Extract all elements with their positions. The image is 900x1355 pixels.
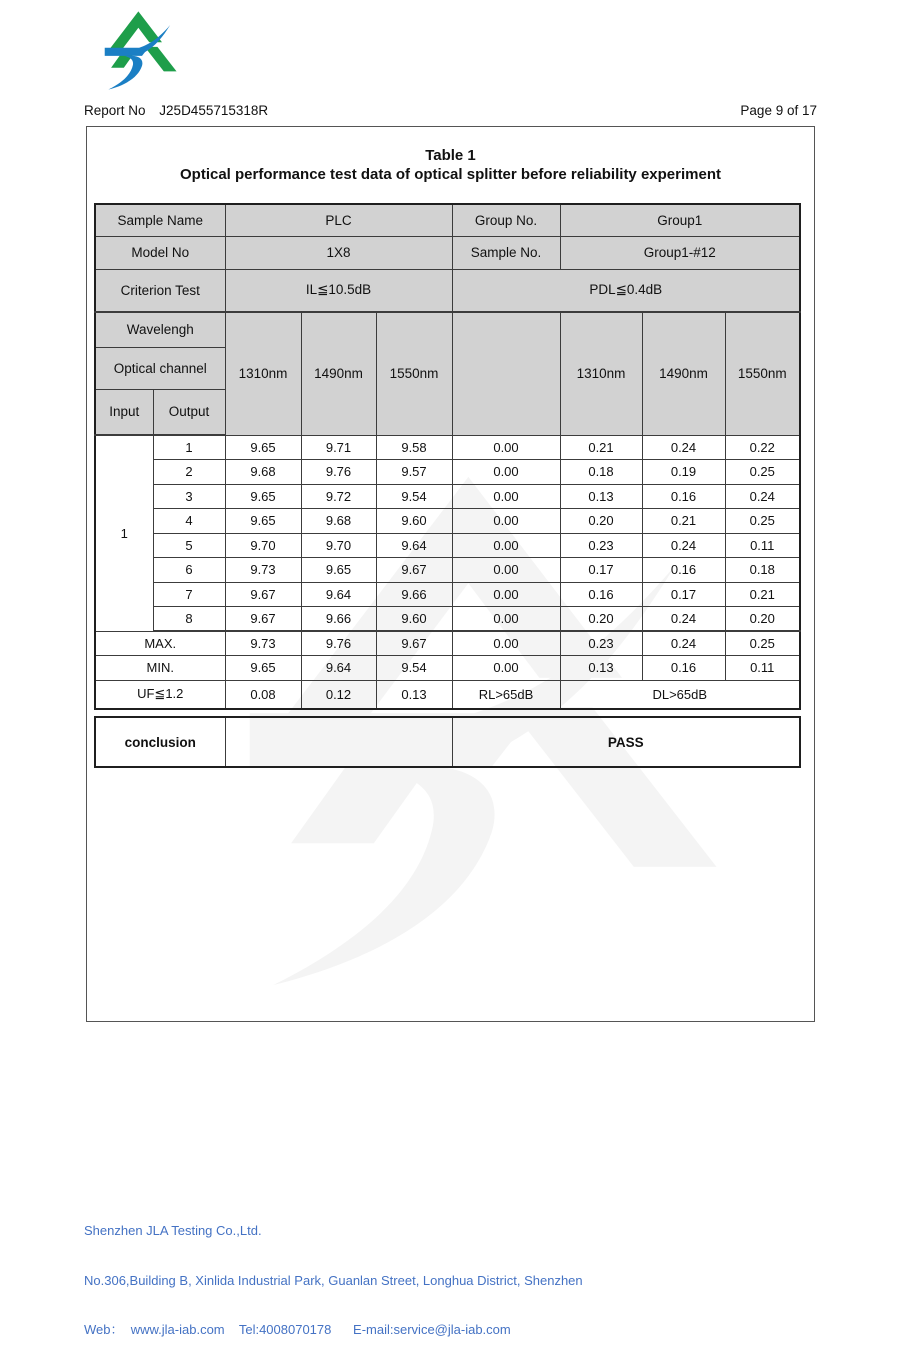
footer-contact: Web： www.jla-iab.com Tel:4008070178 E-mail:service@jla-iab.com (84, 1322, 511, 1337)
report-line (84, 103, 817, 118)
value-cell: 0.21 (642, 509, 725, 534)
report-number (84, 103, 268, 118)
value-cell: 0.12 (301, 680, 376, 709)
sample-no-label-cell: Sample No. (452, 236, 560, 269)
data-row-2 (95, 460, 800, 485)
value-cell: 9.76 (301, 460, 376, 485)
value-cell: 9.66 (376, 582, 452, 607)
value-cell: 0.20 (725, 607, 800, 632)
page-indicator: Page 9 of 17 (740, 103, 817, 118)
blank-header-cell (452, 312, 560, 435)
uf-row (95, 680, 800, 709)
summary-label-cell: MIN. (95, 656, 225, 681)
optical-test-table (94, 203, 801, 710)
sample-name-label-cell: Sample Name (95, 204, 225, 236)
value-cell: 0.24 (725, 484, 800, 509)
table-title: Table 1 (425, 147, 476, 164)
data-row-4 (95, 509, 800, 534)
il-wavelength-1550-cell: 1550nm (376, 312, 452, 435)
value-cell: 0.19 (642, 460, 725, 485)
value-cell: 9.70 (225, 533, 301, 558)
value-cell: 9.64 (301, 582, 376, 607)
criterion-il-cell: IL≦10.5dB (225, 269, 452, 312)
header-row-wavelength (95, 312, 800, 347)
output-channel-cell: 5 (153, 533, 225, 558)
value-cell: 0.13 (560, 656, 642, 681)
il-wavelength-1490-cell: 1490nm (301, 312, 376, 435)
value-cell: 0.16 (642, 656, 725, 681)
output-channel-cell: 2 (153, 460, 225, 485)
jla-logo (92, 6, 192, 94)
sample-name-value-cell: PLC (225, 204, 452, 236)
model-no-value-cell: 1X8 (225, 236, 452, 269)
criterion-label-cell: Criterion Test (95, 269, 225, 312)
value-cell: 0.21 (725, 582, 800, 607)
dl-cell: DL>65dB (560, 680, 800, 709)
value-cell: 9.64 (376, 533, 452, 558)
info-row-model (95, 236, 800, 269)
value-cell: 0.25 (725, 509, 800, 534)
output-channel-cell: 1 (153, 435, 225, 460)
uf-label-cell: UF≦1.2 (95, 680, 225, 709)
value-cell: 9.65 (225, 509, 301, 534)
criterion-pdl-cell: PDL≦0.4dB (452, 269, 800, 312)
value-cell: 0.20 (560, 607, 642, 632)
value-cell: 9.70 (301, 533, 376, 558)
info-row-sample (95, 204, 800, 236)
value-cell: 9.54 (376, 484, 452, 509)
data-row-1 (95, 435, 800, 460)
sample-no-value-cell: Group1-#12 (560, 236, 800, 269)
group-no-value-cell: Group1 (560, 204, 800, 236)
value-cell: 0.23 (560, 631, 642, 656)
data-row-7 (95, 582, 800, 607)
value-cell: 0.22 (725, 435, 800, 460)
value-cell: 0.17 (560, 558, 642, 583)
value-cell: 0.00 (452, 607, 560, 632)
summary-row-max (95, 631, 800, 656)
value-cell: 0.13 (376, 680, 452, 709)
value-cell: 0.17 (642, 582, 725, 607)
value-cell: 9.65 (301, 558, 376, 583)
value-cell: 0.24 (642, 435, 725, 460)
value-cell: 0.00 (452, 435, 560, 460)
value-cell: 0.16 (560, 582, 642, 607)
conclusion-table (94, 716, 801, 768)
document-frame (86, 126, 815, 1022)
input-value-cell: 1 (95, 435, 153, 631)
data-row-6 (95, 558, 800, 583)
optical-channel-label-cell: Optical channel (95, 347, 225, 389)
report-number-value: J25D455715318R (159, 103, 269, 118)
conclusion-row (95, 717, 800, 767)
output-channel-cell: 6 (153, 558, 225, 583)
value-cell: 9.65 (225, 656, 301, 681)
value-cell: 0.25 (725, 460, 800, 485)
report-number-label: Report No (84, 103, 146, 118)
value-cell: 0.18 (560, 460, 642, 485)
value-cell: 9.76 (301, 631, 376, 656)
value-cell: 9.71 (301, 435, 376, 460)
il-wavelength-1310-cell: 1310nm (225, 312, 301, 435)
value-cell: 0.24 (642, 607, 725, 632)
value-cell: 0.11 (725, 533, 800, 558)
value-cell: 0.11 (725, 656, 800, 681)
output-channel-cell: 3 (153, 484, 225, 509)
value-cell: 0.00 (452, 533, 560, 558)
table-body (95, 435, 800, 709)
wavelength-label-cell: Wavelengh (95, 312, 225, 347)
value-cell: 0.00 (452, 509, 560, 534)
output-label-cell: Output (153, 389, 225, 435)
value-cell: 0.08 (225, 680, 301, 709)
value-cell: 9.58 (376, 435, 452, 460)
table-titles (87, 147, 814, 183)
value-cell: 9.57 (376, 460, 452, 485)
value-cell: 0.00 (452, 460, 560, 485)
jla-logo-shapes (105, 11, 177, 89)
rl-cell: RL>65dB (452, 680, 560, 709)
value-cell: 9.67 (376, 558, 452, 583)
value-cell: 0.25 (725, 631, 800, 656)
page-footer (84, 1190, 583, 1355)
value-cell: 0.16 (642, 484, 725, 509)
value-cell: 0.18 (725, 558, 800, 583)
model-no-label-cell: Model No (95, 236, 225, 269)
value-cell: 0.20 (560, 509, 642, 534)
input-label-cell: Input (95, 389, 153, 435)
value-cell: 0.21 (560, 435, 642, 460)
pdl-wavelength-1550-cell: 1550nm (725, 312, 800, 435)
value-cell: 0.00 (452, 656, 560, 681)
value-cell: 0.00 (452, 558, 560, 583)
value-cell: 9.67 (225, 582, 301, 607)
info-row-criterion (95, 269, 800, 312)
value-cell: 0.13 (560, 484, 642, 509)
value-cell: 9.73 (225, 631, 301, 656)
conclusion-value-cell: PASS (452, 717, 800, 767)
summary-label-cell: MAX. (95, 631, 225, 656)
value-cell: 9.65 (225, 484, 301, 509)
footer-address: No.306,Building B, Xinlida Industrial Park, Guanlan Street, Longhua District, Shenzhen (84, 1272, 583, 1288)
value-cell: 9.60 (376, 607, 452, 632)
data-row-3 (95, 484, 800, 509)
value-cell: 0.23 (560, 533, 642, 558)
value-cell: 9.64 (301, 656, 376, 681)
table-subtitle: Optical performance test data of optical splitter before reliability experiment (180, 166, 721, 183)
value-cell: 9.66 (301, 607, 376, 632)
summary-row-min (95, 656, 800, 681)
value-cell: 0.00 (452, 484, 560, 509)
data-row-8 (95, 607, 800, 632)
value-cell: 9.72 (301, 484, 376, 509)
value-cell: 9.65 (225, 435, 301, 460)
pdl-wavelength-1310-cell: 1310nm (560, 312, 642, 435)
value-cell: 9.67 (225, 607, 301, 632)
pdl-wavelength-1490-cell: 1490nm (642, 312, 725, 435)
value-cell: 0.24 (642, 631, 725, 656)
data-row-5 (95, 533, 800, 558)
conclusion-empty-cell (225, 717, 452, 767)
value-cell: 9.68 (225, 460, 301, 485)
conclusion-label-cell: conclusion (95, 717, 225, 767)
value-cell: 9.67 (376, 631, 452, 656)
output-channel-cell: 4 (153, 509, 225, 534)
value-cell: 0.16 (642, 558, 725, 583)
value-cell: 0.00 (452, 582, 560, 607)
value-cell: 9.60 (376, 509, 452, 534)
value-cell: 0.24 (642, 533, 725, 558)
value-cell: 0.00 (452, 631, 560, 656)
output-channel-cell: 7 (153, 582, 225, 607)
value-cell: 9.73 (225, 558, 301, 583)
output-channel-cell: 8 (153, 607, 225, 632)
footer-company: Shenzhen JLA Testing Co.,Ltd. (84, 1223, 262, 1238)
group-no-label-cell: Group No. (452, 204, 560, 236)
value-cell: 9.54 (376, 656, 452, 681)
value-cell: 9.68 (301, 509, 376, 534)
